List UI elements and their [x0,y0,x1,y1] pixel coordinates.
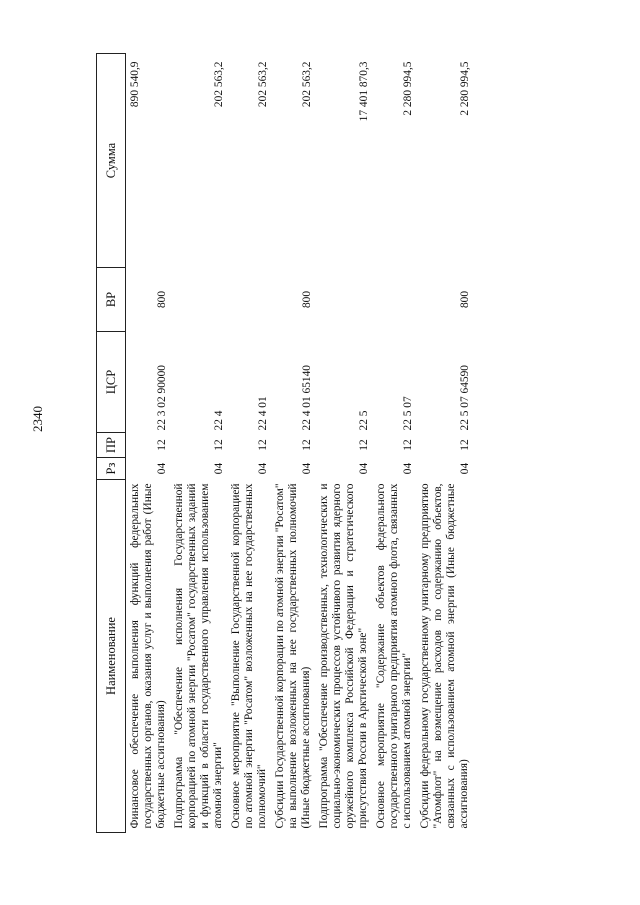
table-row [227,54,271,833]
row-name: Подпрограмма "Обеспечение исполнения Государственной корпорацией по атомной энергии "Росатом" государственных заданий и функций в области государственного управления использованием атомной энергии" [173,483,224,829]
row-sum: 202 563,2 [257,61,269,108]
row-pr: 12 [402,439,414,451]
row-csr: 22 5 07 64590 [459,365,471,431]
table-row [315,54,372,833]
row-name: Субсидии Государственной корпорации по атомной энергии "Росатом" на выполнение возложенных на нее государственных полномочий (Иные бюджетные ассигнования) [274,483,312,829]
row-vr: 800 [459,290,471,309]
row-pr: 12 [257,439,269,451]
row-vr [170,268,227,332]
budget-table [96,53,473,833]
row-pr: 12 [459,439,471,451]
row-rz: 04 [402,462,414,475]
row-vr: 800 [301,290,313,309]
row-vr [315,268,372,332]
header-name: Наименование [97,480,126,833]
page-number: 2340 [30,406,45,432]
row-vr [227,268,271,332]
row-sum: 890 540,9 [129,61,141,108]
rotated-page [96,54,612,833]
table-row [271,54,315,833]
header-vr: ВР [97,268,126,332]
row-csr: 22 5 07 [402,396,414,431]
row-csr: 22 4 [213,410,225,431]
row-csr: 22 3 02 90000 [156,365,168,431]
row-name: Подпрограмма "Обеспечение производственных, технологических и социально-экономических процессов устойчивого развития ядерного оружейного комплекса Российской Федерации и стратегического присутствия России в Арктической зоне" [318,483,369,829]
row-vr [372,268,416,332]
row-csr: 22 4 01 65140 [301,365,313,431]
row-rz: 04 [301,462,313,475]
row-sum: 17 401 870,3 [358,61,370,122]
table-header-row [97,54,126,833]
row-sum: 202 563,2 [213,61,225,108]
row-rz: 04 [459,462,471,475]
row-rz: 04 [156,462,168,475]
table-row [126,54,171,833]
header-pr: ПР [97,433,126,458]
row-vr: 800 [156,290,168,309]
row-pr: 12 [156,439,168,451]
row-pr: 12 [358,439,370,451]
row-csr: 22 4 01 [257,396,269,431]
row-csr: 22 5 [358,410,370,431]
row-pr: 12 [213,439,225,451]
row-sum: 2 280 994,5 [459,61,471,116]
row-rz: 04 [213,462,225,475]
row-name: Основное мероприятие "Содержание объектов федерального государственного унитарного предприятия атомного флота, связанных с использованием атомной энергии" [375,483,413,829]
row-sum: 202 563,2 [301,61,313,108]
row-rz: 04 [358,462,370,475]
row-rz: 04 [257,462,269,475]
row-pr: 12 [301,439,313,451]
row-name: Субсидии федеральному государственному унитарному предприятию "Атомфлот" на возмещение расходов по содержанию объектов, связанных с использованием атомной энергии (Иные бюджетные ассигнования) [419,483,470,829]
header-sum: Сумма [97,54,126,268]
row-sum: 2 280 994,5 [402,61,414,116]
table-row [372,54,416,833]
table-row [416,54,473,833]
row-name: Основное мероприятие "Выполнение Государственной корпорацией по атомной энергии "Росатом" возложенных на нее государственных полномочий" [230,483,268,829]
header-rz: Рз [97,458,126,480]
row-name: Финансовое обеспечение выполнения функций федеральных государственных органов, оказания услуг и выполнения работ (Иные бюджетные ассигнования) [129,483,167,829]
header-csr: ЦСР [97,332,126,433]
table-row [170,54,227,833]
